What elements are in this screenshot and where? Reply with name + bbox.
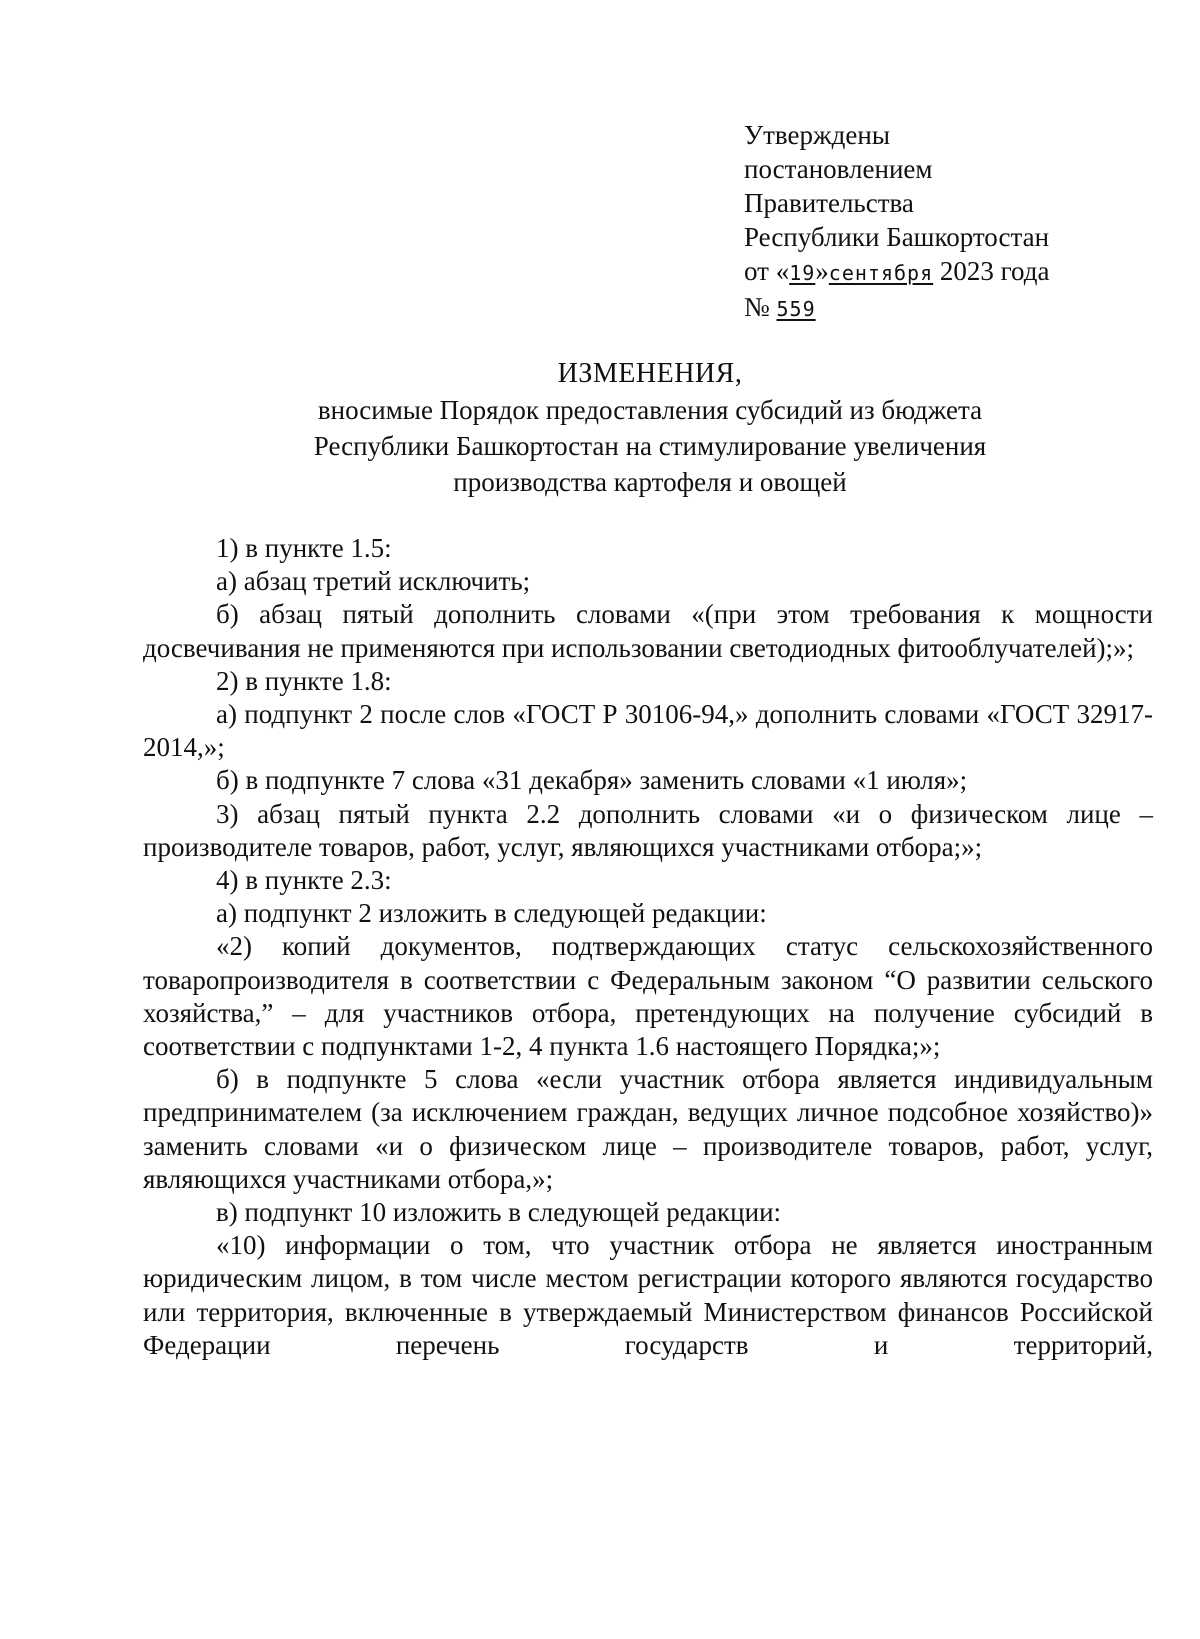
paragraph: а) подпункт 2 после слов «ГОСТ Р 30106-94,» дополнить словами «ГОСТ 32917-2014,»; (143, 699, 1153, 763)
paragraph: а) подпункт 2 изложить в следующей редакции: (216, 898, 767, 929)
paragraph: «2) копий документов, подтверждающих статус сельскохозяйственного товаропроизводителя в соответствии с Федеральным законом “О развитии сельского хозяйства,” – для участников отбора, претендующих на получение субсидий в соответствии с подпунктами 1-2, 4 пункта 1.6 настоящего Порядка;»; (143, 931, 1153, 1062)
title-line-2: Республики Башкортостан на стимулирование увеличения (313, 431, 987, 461)
document-title (150, 356, 1150, 500)
title-line-1: вносимые Порядок предоставления субсидий из бюджета (317, 395, 983, 425)
paragraph: «10) информации о том, что участник отбора не является иностранным юридическим лицом, в том числе местом регистрации которого являются государство или территория, включенные в утверждаемый Министерством финансов Российской Федерации перечень государств и территорий, (143, 1230, 1153, 1360)
title-line-3: производства картофеля и овощей (453, 467, 847, 497)
paragraph: б) в подпункте 7 слова «31 декабря» заменить словами «1 июля»; (216, 765, 968, 796)
date-month: сентября (828, 261, 934, 285)
paragraph: 2) в пункте 1.8: (216, 665, 392, 696)
paragraph: в) подпункт 10 изложить в следующей редакции: (216, 1197, 782, 1228)
approval-line-republic: Республики Башкортостан (744, 222, 1050, 252)
paragraph: 1) в пункте 1.5: (216, 533, 392, 563)
approval-line-government: Правительства (744, 188, 914, 218)
number-prefix: № (744, 292, 777, 322)
date-day: 19 (789, 261, 816, 285)
number-value: 559 (776, 297, 816, 321)
paragraph: б) в подпункте 5 слова «если участник отбора является индивидуальным предпринимателем (за исключением граждан, ведущих личное подсобное хозяйство)» заменить словами «и о физическом лице – производителе товаров, работ, услуг, являющихся участниками отбора,»; (143, 1064, 1153, 1194)
date-suffix: 2023 года (933, 256, 1050, 286)
paragraph: 3) абзац пятый пункта 2.2 дополнить словами «и о физическом лице – производителе товаров, работ, услуг, являющихся участниками отбора;»; (143, 798, 1153, 862)
approval-date (744, 254, 1164, 290)
approval-line-resolution: постановлением (744, 154, 933, 184)
paragraph: 4) в пункте 2.3: (216, 865, 392, 896)
approval-stamp (744, 118, 1164, 326)
date-prefix: от « (744, 256, 790, 286)
paragraph: б) абзац пятый дополнить словами «(при этом требования к мощности досвечивания не применяются при использовании светодиодных фитооблучателей);»; (143, 599, 1153, 663)
approval-number (744, 290, 1164, 326)
paragraph: а) абзац третий исключить; (216, 566, 531, 597)
document-body (143, 532, 1153, 1362)
approval-line-approved: Утверждены (744, 120, 890, 150)
date-mid: » (815, 256, 829, 286)
title-heading: ИЗМЕНЕНИЯ, (557, 358, 743, 389)
